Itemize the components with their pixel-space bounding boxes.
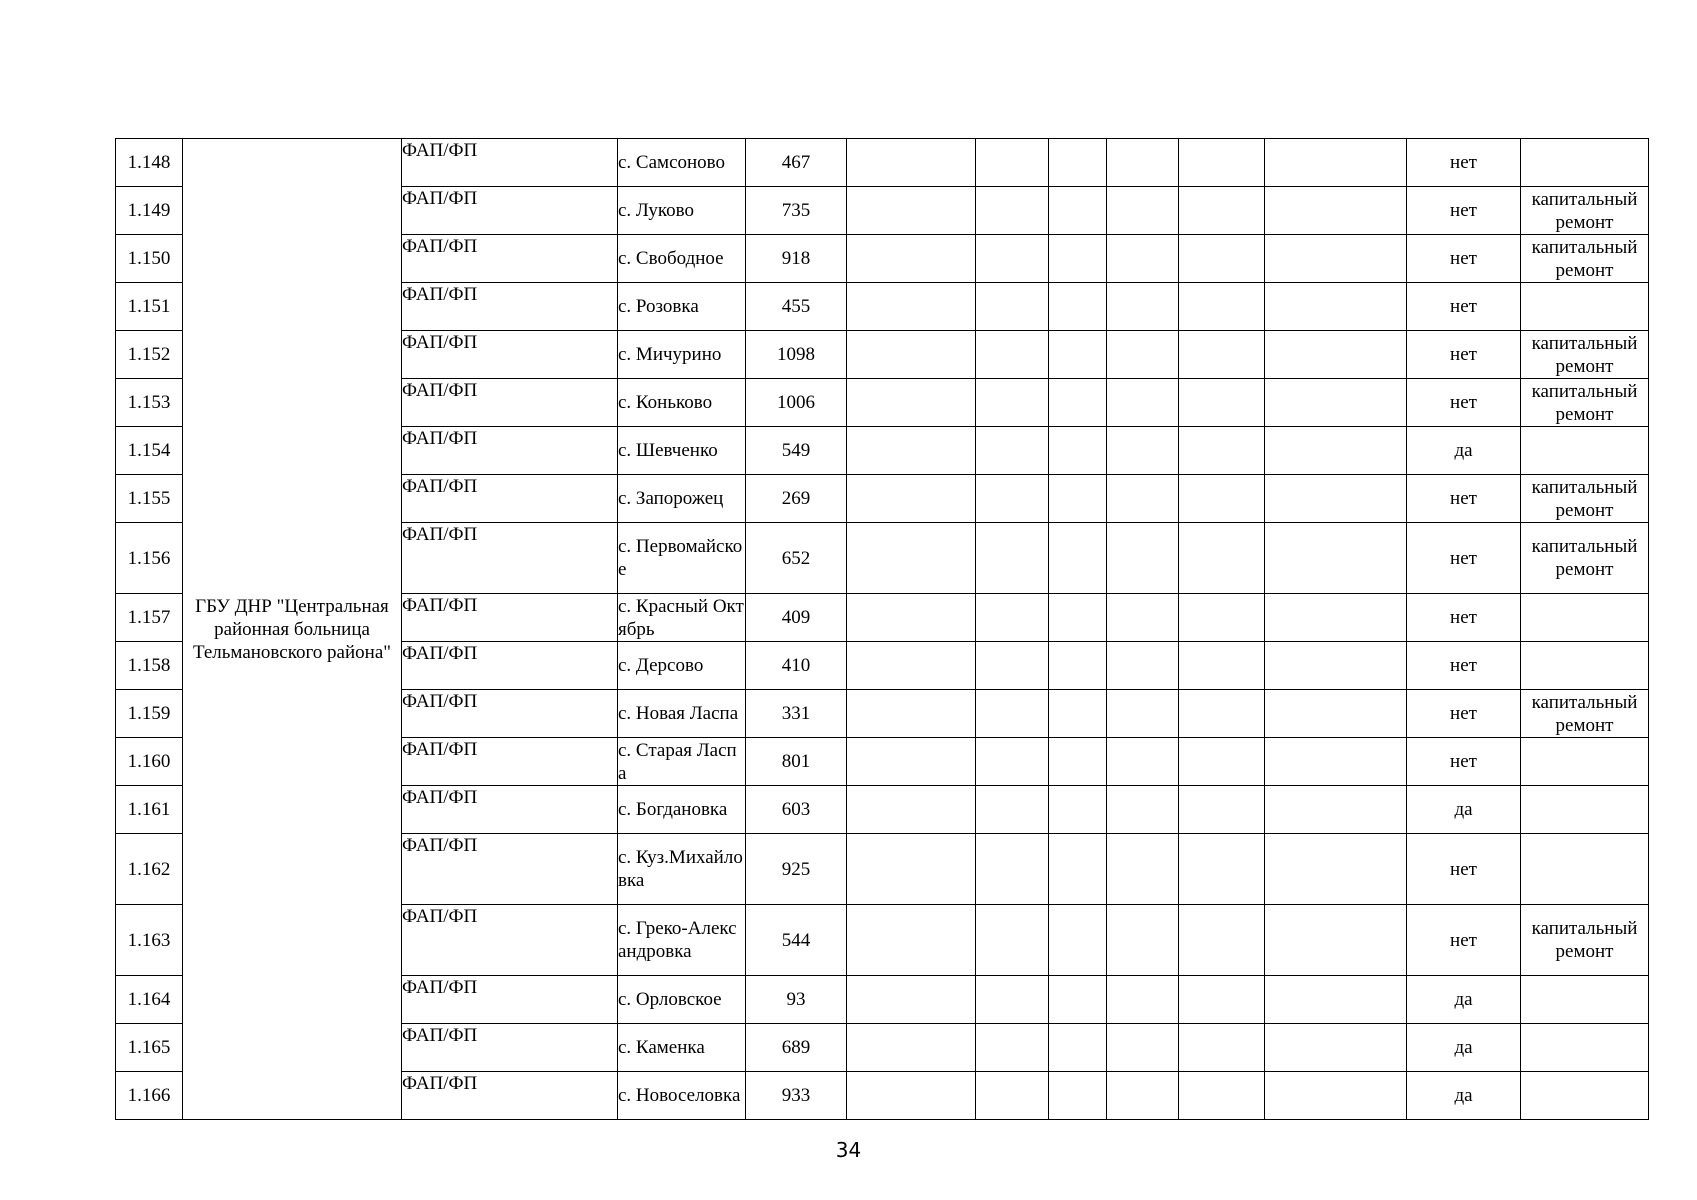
empty-cell bbox=[1179, 1072, 1265, 1120]
empty-cell bbox=[1265, 834, 1407, 905]
row-number-cell: 1.154 bbox=[116, 427, 183, 475]
row-number-cell: 1.159 bbox=[116, 690, 183, 738]
empty-cell bbox=[847, 139, 976, 187]
empty-cell bbox=[847, 642, 976, 690]
empty-cell bbox=[976, 690, 1049, 738]
repair-note-cell: капитальный ремонт bbox=[1521, 523, 1649, 594]
empty-cell bbox=[1265, 905, 1407, 976]
empty-cell bbox=[976, 331, 1049, 379]
empty-cell bbox=[976, 475, 1049, 523]
row-number-cell: 1.166 bbox=[116, 1072, 183, 1120]
empty-cell bbox=[976, 523, 1049, 594]
facility-type-cell: ФАП/ФП bbox=[402, 523, 618, 594]
repair-note-cell bbox=[1521, 427, 1649, 475]
row-number-cell: 1.164 bbox=[116, 976, 183, 1024]
repair-note-cell bbox=[1521, 834, 1649, 905]
empty-cell bbox=[1049, 427, 1107, 475]
population-cell: 544 bbox=[746, 905, 847, 976]
availability-cell: да bbox=[1407, 786, 1521, 834]
population-cell: 933 bbox=[746, 1072, 847, 1120]
facility-type-cell: ФАП/ФП bbox=[402, 834, 618, 905]
facility-type-cell: ФАП/ФП bbox=[402, 235, 618, 283]
empty-cell bbox=[1179, 427, 1265, 475]
availability-cell: да bbox=[1407, 1024, 1521, 1072]
empty-cell bbox=[976, 187, 1049, 235]
location-cell: с. Старая Ласпа bbox=[618, 738, 746, 786]
repair-note-cell: капитальный ремонт bbox=[1521, 379, 1649, 427]
availability-cell: нет bbox=[1407, 331, 1521, 379]
facility-type-cell: ФАП/ФП bbox=[402, 642, 618, 690]
row-number-cell: 1.149 bbox=[116, 187, 183, 235]
availability-cell: нет bbox=[1407, 523, 1521, 594]
empty-cell bbox=[1049, 475, 1107, 523]
empty-cell bbox=[1107, 690, 1179, 738]
availability-cell: да bbox=[1407, 976, 1521, 1024]
repair-note-cell bbox=[1521, 1024, 1649, 1072]
empty-cell bbox=[1107, 594, 1179, 642]
empty-cell bbox=[976, 379, 1049, 427]
empty-cell bbox=[1049, 642, 1107, 690]
repair-note-cell: капитальный ремонт bbox=[1521, 235, 1649, 283]
empty-cell bbox=[976, 283, 1049, 331]
page-number: 34 bbox=[835, 1138, 862, 1162]
population-cell: 1098 bbox=[746, 331, 847, 379]
facility-type-cell: ФАП/ФП bbox=[402, 283, 618, 331]
empty-cell bbox=[1265, 187, 1407, 235]
empty-cell bbox=[1107, 523, 1179, 594]
availability-cell: нет bbox=[1407, 905, 1521, 976]
empty-cell bbox=[1179, 1024, 1265, 1072]
empty-cell bbox=[1107, 187, 1179, 235]
availability-cell: нет bbox=[1407, 283, 1521, 331]
availability-cell: нет bbox=[1407, 834, 1521, 905]
repair-note-cell bbox=[1521, 139, 1649, 187]
empty-cell bbox=[1049, 523, 1107, 594]
facility-type-cell: ФАП/ФП bbox=[402, 187, 618, 235]
availability-cell: нет bbox=[1407, 642, 1521, 690]
organization-cell: ГБУ ДНР "Центральная районная больница Тельмановского района" bbox=[183, 139, 402, 1120]
empty-cell bbox=[1107, 976, 1179, 1024]
empty-cell bbox=[1265, 594, 1407, 642]
empty-cell bbox=[1265, 1024, 1407, 1072]
facility-type-cell: ФАП/ФП bbox=[402, 594, 618, 642]
empty-cell bbox=[976, 1024, 1049, 1072]
facility-type-cell: ФАП/ФП bbox=[402, 786, 618, 834]
row-number-cell: 1.156 bbox=[116, 523, 183, 594]
empty-cell bbox=[976, 594, 1049, 642]
empty-cell bbox=[1107, 834, 1179, 905]
empty-cell bbox=[1049, 834, 1107, 905]
facility-type-cell: ФАП/ФП bbox=[402, 1024, 618, 1072]
empty-cell bbox=[847, 187, 976, 235]
facility-type-cell: ФАП/ФП bbox=[402, 139, 618, 187]
availability-cell: нет bbox=[1407, 594, 1521, 642]
empty-cell bbox=[1179, 642, 1265, 690]
empty-cell bbox=[1179, 738, 1265, 786]
location-cell: с. Куз.Михайловка bbox=[618, 834, 746, 905]
empty-cell bbox=[1265, 786, 1407, 834]
location-cell: с. Луково bbox=[618, 187, 746, 235]
empty-cell bbox=[1265, 738, 1407, 786]
empty-cell bbox=[847, 283, 976, 331]
empty-cell bbox=[1107, 139, 1179, 187]
row-number-cell: 1.160 bbox=[116, 738, 183, 786]
empty-cell bbox=[1049, 786, 1107, 834]
population-cell: 455 bbox=[746, 283, 847, 331]
empty-cell bbox=[1179, 905, 1265, 976]
availability-cell: нет bbox=[1407, 690, 1521, 738]
repair-note-cell: капитальный ремонт bbox=[1521, 187, 1649, 235]
facility-type-cell: ФАП/ФП bbox=[402, 475, 618, 523]
population-cell: 331 bbox=[746, 690, 847, 738]
empty-cell bbox=[1049, 139, 1107, 187]
repair-note-cell bbox=[1521, 786, 1649, 834]
empty-cell bbox=[1265, 379, 1407, 427]
empty-cell bbox=[1049, 1024, 1107, 1072]
empty-cell bbox=[1179, 834, 1265, 905]
empty-cell bbox=[847, 331, 976, 379]
repair-note-cell bbox=[1521, 1072, 1649, 1120]
empty-cell bbox=[847, 834, 976, 905]
empty-cell bbox=[1265, 523, 1407, 594]
row-number-cell: 1.148 bbox=[116, 139, 183, 187]
location-cell: с. Каменка bbox=[618, 1024, 746, 1072]
repair-note-cell bbox=[1521, 283, 1649, 331]
row-number-cell: 1.152 bbox=[116, 331, 183, 379]
population-cell: 801 bbox=[746, 738, 847, 786]
facility-type-cell: ФАП/ФП bbox=[402, 738, 618, 786]
location-cell: с. Шевченко bbox=[618, 427, 746, 475]
empty-cell bbox=[847, 690, 976, 738]
empty-cell bbox=[1179, 690, 1265, 738]
population-cell: 925 bbox=[746, 834, 847, 905]
row-number-cell: 1.155 bbox=[116, 475, 183, 523]
empty-cell bbox=[1107, 235, 1179, 283]
empty-cell bbox=[1107, 331, 1179, 379]
facility-type-cell: ФАП/ФП bbox=[402, 690, 618, 738]
empty-cell bbox=[1265, 690, 1407, 738]
location-cell: с. Новая Ласпа bbox=[618, 690, 746, 738]
repair-note-cell bbox=[1521, 738, 1649, 786]
empty-cell bbox=[976, 976, 1049, 1024]
row-number-cell: 1.163 bbox=[116, 905, 183, 976]
facility-type-cell: ФАП/ФП bbox=[402, 905, 618, 976]
empty-cell bbox=[1049, 690, 1107, 738]
location-cell: с. Орловское bbox=[618, 976, 746, 1024]
empty-cell bbox=[1179, 594, 1265, 642]
facility-type-cell: ФАП/ФП bbox=[402, 379, 618, 427]
repair-note-cell: капитальный ремонт bbox=[1521, 475, 1649, 523]
location-cell: с. Дерсово bbox=[618, 642, 746, 690]
location-cell: с. Новоселовка bbox=[618, 1072, 746, 1120]
location-cell: с. Красный Октябрь bbox=[618, 595, 744, 640]
empty-cell bbox=[976, 786, 1049, 834]
availability-cell: да bbox=[1407, 1072, 1521, 1120]
empty-cell bbox=[1107, 379, 1179, 427]
empty-cell bbox=[1179, 786, 1265, 834]
empty-cell bbox=[1107, 1072, 1179, 1120]
empty-cell bbox=[1265, 642, 1407, 690]
empty-cell bbox=[1107, 905, 1179, 976]
empty-cell bbox=[1049, 594, 1107, 642]
empty-cell bbox=[1179, 379, 1265, 427]
population-cell: 603 bbox=[746, 786, 847, 834]
location-cell: с. Коньково bbox=[618, 379, 746, 427]
empty-cell bbox=[1179, 976, 1265, 1024]
empty-cell bbox=[1049, 331, 1107, 379]
empty-cell bbox=[1265, 139, 1407, 187]
empty-cell bbox=[1179, 523, 1265, 594]
empty-cell bbox=[1265, 235, 1407, 283]
population-cell: 689 bbox=[746, 1024, 847, 1072]
empty-cell bbox=[847, 1072, 976, 1120]
empty-cell bbox=[847, 976, 976, 1024]
empty-cell bbox=[1265, 976, 1407, 1024]
repair-note-cell: капитальный ремонт bbox=[1521, 905, 1649, 976]
empty-cell bbox=[847, 379, 976, 427]
empty-cell bbox=[847, 427, 976, 475]
empty-cell bbox=[847, 235, 976, 283]
empty-cell bbox=[976, 427, 1049, 475]
population-cell: 410 bbox=[746, 642, 847, 690]
empty-cell bbox=[1107, 475, 1179, 523]
location-cell: с. Богдановка bbox=[618, 786, 746, 834]
repair-note-cell bbox=[1521, 976, 1649, 1024]
location-cell: с. Свободное bbox=[618, 235, 746, 283]
empty-cell bbox=[1179, 283, 1265, 331]
empty-cell bbox=[1107, 786, 1179, 834]
row-number-cell: 1.162 bbox=[116, 834, 183, 905]
empty-cell bbox=[976, 642, 1049, 690]
empty-cell bbox=[847, 786, 976, 834]
availability-cell: нет bbox=[1407, 475, 1521, 523]
population-cell: 549 bbox=[746, 427, 847, 475]
empty-cell bbox=[1265, 427, 1407, 475]
table-row bbox=[116, 139, 1649, 187]
empty-cell bbox=[1049, 738, 1107, 786]
row-number-cell: 1.161 bbox=[116, 786, 183, 834]
empty-cell bbox=[847, 905, 976, 976]
empty-cell bbox=[1107, 427, 1179, 475]
empty-cell bbox=[976, 834, 1049, 905]
empty-cell bbox=[1107, 1024, 1179, 1072]
location-cell: с. Самсоново bbox=[618, 139, 746, 187]
facility-type-cell: ФАП/ФП bbox=[402, 427, 618, 475]
empty-cell bbox=[1107, 738, 1179, 786]
empty-cell bbox=[1049, 976, 1107, 1024]
empty-cell bbox=[1049, 283, 1107, 331]
empty-cell bbox=[976, 139, 1049, 187]
population-cell: 1006 bbox=[746, 379, 847, 427]
empty-cell bbox=[1179, 139, 1265, 187]
location-cell: с. Запорожец bbox=[618, 475, 746, 523]
row-number-cell: 1.150 bbox=[116, 235, 183, 283]
empty-cell bbox=[1049, 235, 1107, 283]
availability-cell: нет bbox=[1407, 187, 1521, 235]
repair-note-cell: капитальный ремонт bbox=[1521, 331, 1649, 379]
empty-cell bbox=[1179, 475, 1265, 523]
location-cell: с. Греко-Александровка bbox=[618, 905, 746, 976]
availability-cell: нет bbox=[1407, 738, 1521, 786]
empty-cell bbox=[847, 523, 976, 594]
facilities-table bbox=[115, 138, 1649, 1120]
population-cell: 269 bbox=[746, 475, 847, 523]
row-number-cell: 1.165 bbox=[116, 1024, 183, 1072]
population-cell: 409 bbox=[746, 594, 847, 642]
empty-cell bbox=[1179, 187, 1265, 235]
empty-cell bbox=[847, 738, 976, 786]
empty-cell bbox=[976, 905, 1049, 976]
location-cell: с. Первомайское bbox=[618, 523, 746, 594]
row-number-cell: 1.153 bbox=[116, 379, 183, 427]
row-number-cell: 1.158 bbox=[116, 642, 183, 690]
empty-cell bbox=[1107, 283, 1179, 331]
empty-cell bbox=[1265, 1072, 1407, 1120]
row-number-cell: 1.151 bbox=[116, 283, 183, 331]
row-number-cell: 1.157 bbox=[116, 594, 183, 642]
population-cell: 467 bbox=[746, 139, 847, 187]
empty-cell bbox=[976, 235, 1049, 283]
facility-type-cell: ФАП/ФП bbox=[402, 976, 618, 1024]
repair-note-cell bbox=[1521, 642, 1649, 690]
repair-note-cell: капитальный ремонт bbox=[1521, 690, 1649, 738]
empty-cell bbox=[1179, 331, 1265, 379]
population-cell: 918 bbox=[746, 235, 847, 283]
empty-cell bbox=[1265, 475, 1407, 523]
empty-cell bbox=[976, 1072, 1049, 1120]
empty-cell bbox=[1179, 235, 1265, 283]
empty-cell bbox=[1049, 905, 1107, 976]
empty-cell bbox=[1107, 642, 1179, 690]
empty-cell bbox=[847, 475, 976, 523]
availability-cell: нет bbox=[1407, 379, 1521, 427]
empty-cell bbox=[847, 1024, 976, 1072]
facility-type-cell: ФАП/ФП bbox=[402, 1072, 618, 1120]
empty-cell bbox=[1049, 187, 1107, 235]
location-cell: с. Мичурино bbox=[618, 331, 746, 379]
population-cell: 735 bbox=[746, 187, 847, 235]
empty-cell bbox=[976, 738, 1049, 786]
population-cell: 652 bbox=[746, 523, 847, 594]
population-cell: 93 bbox=[746, 976, 847, 1024]
empty-cell bbox=[1265, 331, 1407, 379]
location-cell: с. Розовка bbox=[618, 283, 746, 331]
availability-cell: да bbox=[1407, 427, 1521, 475]
empty-cell bbox=[1049, 1072, 1107, 1120]
empty-cell bbox=[1265, 283, 1407, 331]
empty-cell bbox=[847, 594, 976, 642]
empty-cell bbox=[1049, 379, 1107, 427]
facility-type-cell: ФАП/ФП bbox=[402, 331, 618, 379]
availability-cell: нет bbox=[1407, 139, 1521, 187]
repair-note-cell bbox=[1521, 594, 1649, 642]
availability-cell: нет bbox=[1407, 235, 1521, 283]
